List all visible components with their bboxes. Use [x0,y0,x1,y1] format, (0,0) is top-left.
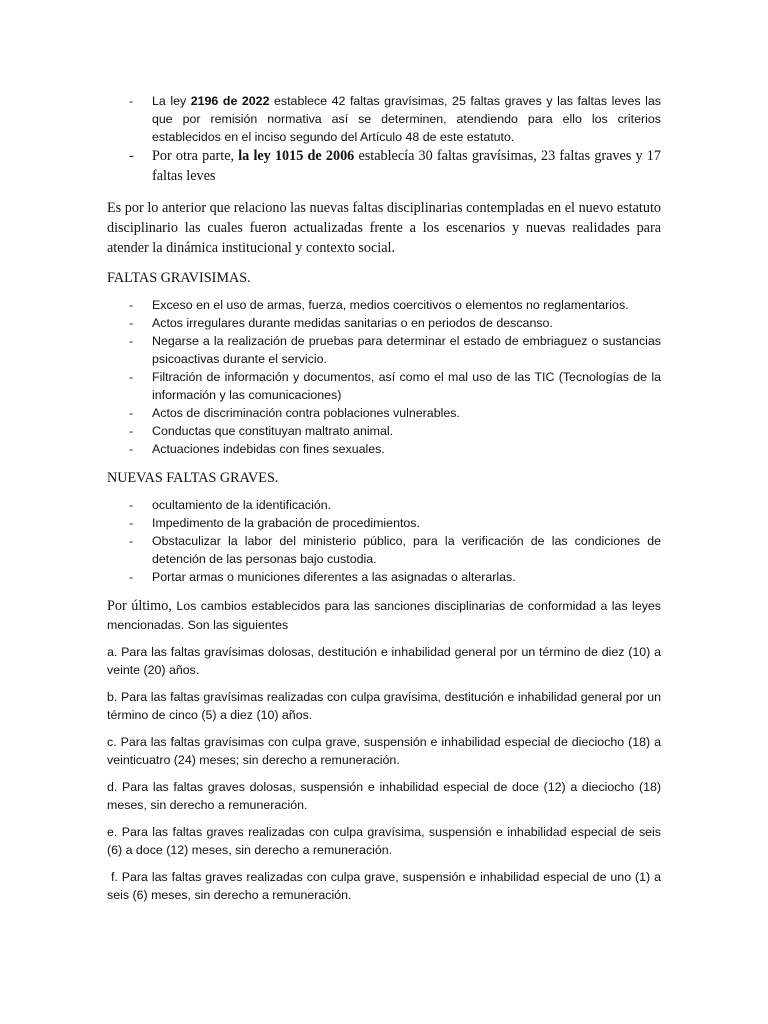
list-item [107,92,661,146]
document-page [107,86,665,904]
list-item [107,496,661,514]
list-item-text: ocultamiento de la identificación. [152,498,332,512]
law-2196-lead: La ley [152,94,187,108]
list-item-text: Negarse a la realización de pruebas para determinar el estado de embriaguez o sustancias psicoactivas durante el servicio. [152,334,661,366]
dash-bullet: - [129,534,134,548]
dash-bullet: - [129,334,134,348]
sanciones-text: Los cambios establecidos para las sanciones disciplinarias de conformidad a las leyes mencionadas. Son las siguientes [107,599,661,632]
list-item-text: Conductas que constituyan maltrato animal. [152,424,394,438]
graves-list [107,496,661,586]
law-2196-number: 2196 de 2022 [190,94,270,108]
list-item [107,146,661,186]
list-item [107,532,661,568]
graves-heading: NUEVAS FALTAS GRAVES. [107,470,279,486]
intro-list [107,92,661,186]
dash-bullet: - [129,424,134,438]
sancion-item: b. Para las faltas gravísimas realizadas con culpa gravísima, destitución e inhabilidad general por un término de cinco (5) a diez (10) años. [107,690,661,722]
dash-bullet: - [129,498,134,512]
list-item-text: Actos de discriminación contra poblaciones vulnerables. [152,406,460,420]
law-1015-number: la ley 1015 de 2006 [238,148,355,164]
sancion-item: f. Para las faltas graves realizadas con culpa grave, suspensión e inhabilidad especial de uno (1) a seis (6) meses, sin derecho a remuneración. [107,870,665,902]
dash-bullet: - [129,316,134,330]
sanciones-list [107,643,665,904]
list-item-text: Portar armas o municiones diferentes a las asignadas o alterarlas. [152,570,516,584]
dash-bullet: - [129,94,134,108]
list-item [107,296,661,314]
law-1015-text: establecía 30 faltas gravísimas, 23 faltas graves y 17 faltas leves [152,148,661,184]
sanciones-lead: Por último, [107,598,177,614]
list-item [107,514,661,532]
list-item [107,314,661,332]
intro-paragraph: Es por lo anterior que relaciono las nuevas faltas disciplinarias contempladas en el nuevo estatuto disciplinario las cuales fueron actualizadas frente a los escenarios y nuevas realidades para atender la dinámica institucional y contexto social. [107,200,661,256]
list-item-text: Exceso en el uso de armas, fuerza, medios coercitivos o elementos no reglamentarios. [152,298,629,312]
list-item-text: Actos irregulares durante medidas sanitarias o en periodos de descanso. [152,316,553,330]
list-item [107,368,661,404]
dash-bullet: - [129,516,134,530]
sancion-item: a. Para las faltas gravísimas dolosas, destitución e inhabilidad general por un término de diez (10) a veinte (20) años. [107,645,661,677]
list-item-text: Obstaculizar la labor del ministerio público, para la verificación de las condiciones de detención de las personas bajo custodia. [152,534,661,566]
dash-bullet: - [129,370,134,384]
law-1015-lead: Por otra parte, [152,148,239,164]
list-item-text: Impedimento de la grabación de procedimientos. [152,516,420,530]
list-item [107,404,661,422]
gravisimas-heading: FALTAS GRAVISIMAS. [107,270,251,286]
sancion-item: d. Para las faltas graves dolosas, suspensión e inhabilidad especial de doce (12) a dieciocho (18) meses, sin derecho a remuneración. [107,780,661,812]
law-2196-text: establece 42 faltas gravísimas, 25 faltas graves y las faltas leves las que por remisión normativa así se determinen, atendiendo para ello los criterios establecidos en el inciso segundo del Artículo 48 de este estatuto. [152,94,661,144]
list-item-text: Actuaciones indebidas con fines sexuales. [152,442,385,456]
list-item [107,422,661,440]
gravisimas-list [107,296,661,458]
dash-bullet: - [129,406,134,420]
dash-bullet: - [129,442,134,456]
list-item-text: Filtración de información y documentos, así como el mal uso de las TIC (Tecnologías de la información y las comunicaciones) [152,370,661,402]
dash-bullet: - [129,298,134,312]
list-item [107,332,661,368]
dash-bullet: - [129,148,134,164]
list-item [107,568,661,586]
sancion-item: c. Para las faltas gravísimas con culpa grave, suspensión e inhabilidad especial de dieciocho (18) a veinticuatro (24) meses; sin derecho a remuneración. [107,735,661,767]
dash-bullet: - [129,570,134,584]
sancion-item: e. Para las faltas graves realizadas con culpa gravísima, suspensión e inhabilidad especial de seis (6) a doce (12) meses, sin derecho a remuneración. [107,825,661,857]
list-item [107,440,661,458]
sanciones-intro [107,596,661,634]
